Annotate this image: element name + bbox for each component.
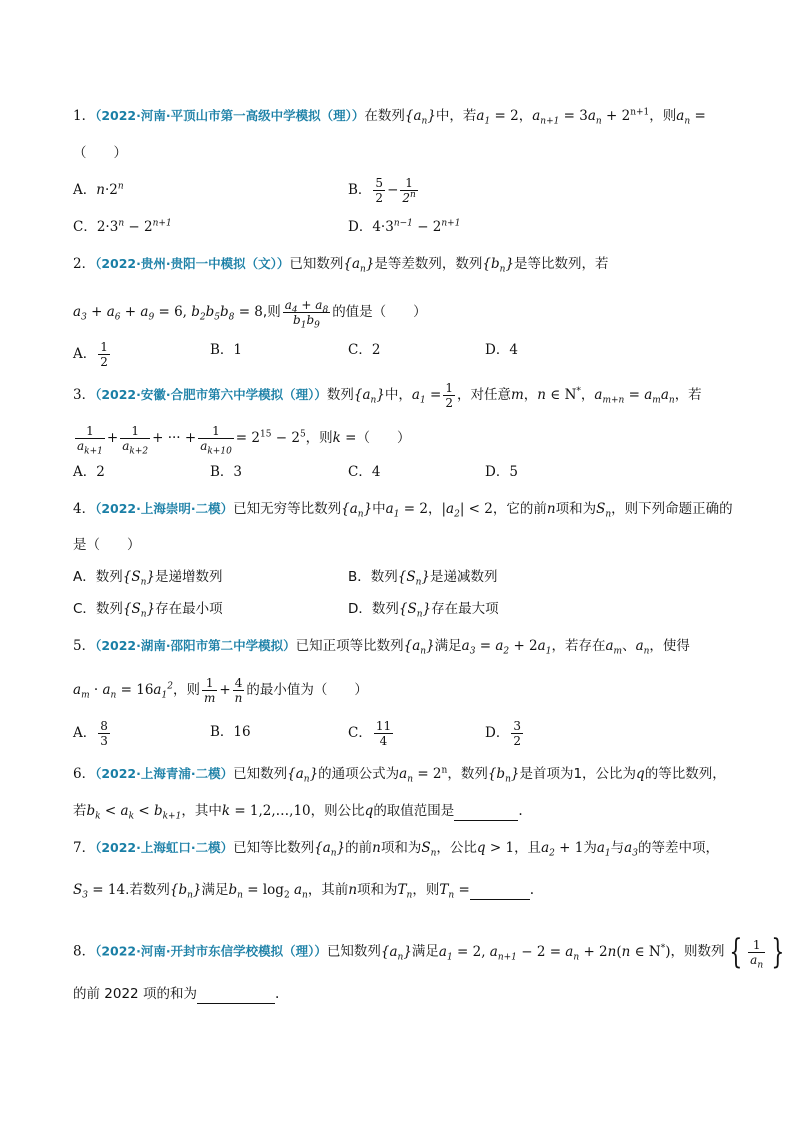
question-1-paren: （ ）: [73, 145, 127, 161]
question-4-source: （2022·上海崇明·二模）: [95, 501, 234, 516]
question-4-option-c: C．数列$\{S_n\}$存在最小项: [73, 601, 223, 620]
question-4-option-a: A．数列$\{S_n\}$是递增数列: [73, 569, 223, 588]
question-1-source: （2022·河南·平顶山市第一高级中学模拟（理））: [95, 108, 365, 123]
question-5-option-a: A． $\frac{8}{3}$: [73, 719, 108, 748]
question-5-option-c: C． $\frac{11}{4}$: [348, 719, 392, 748]
question-5-source: （2022·湖南·邵阳市第二中学模拟）: [95, 638, 296, 653]
question-7-source: （2022·上海虹口·二模）: [95, 840, 234, 855]
question-8-stem: 8．（2022·河南·开封市东信学校模拟（理））已知数列$\{a_n\}$满足$a_1 = 2$, $a_{n+1} - 2 = a_n + 2n(n$ ∈ N*)，则数列 { $\frac{1}{a_n}$ }: [73, 932, 785, 972]
question-1-option-a: A．$n\cdot 2^n$: [73, 181, 124, 198]
question-2-option-b: B．1: [210, 342, 243, 358]
question-1-stem: 1．（2022·河南·平顶山市第一高级中学模拟（理））在数列$\{a_n\}$中，若$a_1 = 2$，$a_{n+1} = 3a_n + 2^{n+1}$，则$a_n$ =: [73, 107, 706, 127]
question-3-stem-line2: $\frac{1}{a_{k+1}}$ + $\frac{1}{a_{k+2}}$ + ··· + $\frac{1}{a_{k+10}}$ = $2^{15} - 2^5$，则k =（ ）: [77, 424, 411, 457]
question-3-stem: 3．（2022·安徽·合肥市第六中学模拟（理））数列$\{a_n\}$中，$a_1$ = $\frac{1}{2}$ ，对任意m，n ∈ N*，$a_{m+n} = a_ma_n$，若: [73, 381, 702, 410]
question-3-option-d: D．5: [485, 464, 518, 480]
question-1-option-b: B． $\frac{5}{2}$ − $\frac{1}{2^n}$: [348, 176, 416, 205]
question-5-stem: 5．（2022·湖南·邵阳市第二中学模拟）已知正项等比数列$\{a_n\}$满足$a_3 = a_2 + 2a_1$，若存在$a_m$、$a_n$，使得: [73, 638, 690, 657]
question-7-answer-blank[interactable]: [470, 885, 530, 900]
question-4-stem-line2: 是（ ）: [73, 537, 141, 553]
question-3-option-b: B．3: [210, 464, 243, 480]
question-4-option-b: B．数列$\{S_n\}$是递减数列: [348, 569, 498, 588]
question-5-option-b: B．16: [210, 724, 251, 740]
question-1-option-d: D．$4\cdot 3^{n-1} - 2^{n+1}$: [348, 218, 461, 235]
question-2-stem-line2: $a_3 + a_6 + a_9 = 6$, $b_2b_5b_8 = 8$,则 $\frac{a_4 + a_8}{b_1b_9}$ 的值是（ ）: [73, 298, 427, 331]
question-6-answer-blank[interactable]: [454, 806, 518, 821]
question-4-option-d: D．数列$\{S_n\}$存在最大项: [348, 601, 499, 620]
question-2-option-a: A． $\frac{1}{2}$: [73, 340, 108, 369]
question-3-source: （2022·安徽·合肥市第六中学模拟（理））: [95, 387, 327, 402]
question-8-source: （2022·河南·开封市东信学校模拟（理））: [95, 943, 327, 959]
question-2-option-d: D．4: [485, 342, 518, 358]
question-8-answer-blank[interactable]: [197, 989, 275, 1004]
question-6-stem-line2: 若$b_k < a_k < b_{k+1}$，其中k = 1,2,…,10，则公比q的取值范围是 .: [73, 803, 523, 822]
question-1-option-c: C．$2\cdot 3^n - 2^{n+1}$: [73, 218, 172, 235]
question-7-stem: 7．（2022·上海虹口·二模）已知等比数列$\{a_n\}$的前n项和为$S_n$，公比q > 1，且$a_2 + 1$为$a_1$与$a_3$的等差中项，: [73, 840, 719, 859]
question-5-stem-line2: $a_m \cdot a_n = 16a_1^2$，则 $\frac{1}{m}$ + $\frac{4}{n}$ 的最小值为（ ）: [73, 676, 368, 705]
question-3-option-a: A．2: [73, 464, 105, 480]
question-2-stem: 2．（2022·贵州·贵阳一中模拟（文））已知数列$\{a_n\}$是等差数列，数列$\{b_n\}$是等比数列，若: [73, 256, 609, 275]
question-4-stem: 4．（2022·上海崇明·二模）已知无穷等比数列$\{a_n\}$中$a_1 = 2$，$|a_2| < 2$，它的前n项和为$S_n$，则下列命题正确的: [73, 501, 733, 520]
question-8-stem-line2: 的前 2022 项的和为 .: [73, 986, 280, 1002]
question-2-option-c: C．2: [348, 342, 381, 358]
question-6-stem: 6．（2022·上海青浦·二模）已知数列$\{a_n\}$的通项公式为$a_n = 2^n$，数列$\{b_n\}$是首项为1，公比为q的等比数列，: [73, 765, 726, 785]
question-3-option-c: C．4: [348, 464, 381, 480]
question-5-option-d: D． $\frac{3}{2}$: [485, 719, 521, 748]
question-2-source: （2022·贵州·贵阳一中模拟（文））: [95, 256, 290, 271]
question-7-stem-line2: $S_3 = 14$.若数列$\{b_n\}$满足$b_n = \log_2 a_n$，其前n项和为$T_n$，则$T_n$ = .: [73, 882, 535, 901]
question-6-source: （2022·上海青浦·二模）: [95, 766, 234, 781]
